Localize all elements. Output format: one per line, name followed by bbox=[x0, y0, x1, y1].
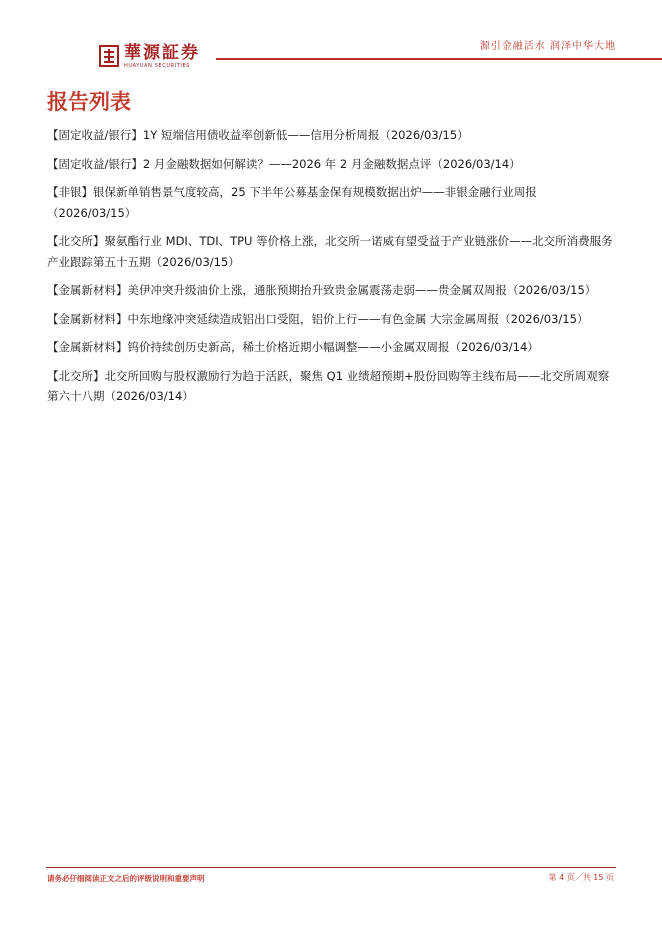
report-item: 【北交所】聚氨酯行业 MDI、TDI、TPU 等价格上涨，北交所一诺威有望受益于产业链涨价——北交所消费服务产业跟踪第五十五期（2026/03/15） bbox=[47, 234, 613, 269]
page-number: 第 4 页／共 15 页 bbox=[548, 873, 614, 882]
report-item: 【北交所】北交所回购与股权激励行为趋于活跃，聚焦 Q1 业绩超预期+股份回购等主线布局——北交所周观察第六十八期（2026/03/14） bbox=[47, 368, 610, 403]
report-item: 【金属新材料】美伊冲突升级油价上涨，通胀预期抬升致贵金属震荡走弱——贵金属双周报（2026/03/15） bbox=[47, 283, 597, 297]
company-logo bbox=[99, 44, 213, 70]
header-slogan: 源引金融活水 润泽中华大地 bbox=[479, 41, 616, 52]
logo-seal-icon bbox=[99, 45, 119, 67]
page-title: 报告列表 bbox=[47, 90, 131, 114]
footer-divider bbox=[46, 867, 616, 868]
logo-name: 華源証券 bbox=[124, 43, 200, 63]
report-item: 【金属新材料】钨价持续创历史新高，稀土价格近期小幅调整——小金属双周报（2026/03/14） bbox=[47, 340, 539, 354]
report-item: 【金属新材料】中东地缘冲突延续造成铝出口受阻，铝价上行——有色金属 大宗金属周报（2026/03/15） bbox=[47, 311, 589, 326]
report-item: 【固定收益/银行】1Y 短端信用债收益率创新低——信用分析周报（2026/03/15） bbox=[47, 128, 469, 142]
logo-english-name: HUAYUAN SECURITIES bbox=[124, 63, 191, 69]
header-divider bbox=[216, 58, 662, 60]
report-item: 【非银】银保新单销售景气度较高，25 下半年公募基金保有规模数据出炉——非银金融行业周报（2026/03/15） bbox=[47, 185, 537, 220]
footer-disclaimer: 请务必仔细阅读正文之后的评级说明和重要声明 bbox=[47, 874, 205, 883]
report-list bbox=[47, 125, 613, 415]
report-item: 【固定收益/银行】2 月金融数据如何解读？——2026 年 2 月金融数据点评（2026/03/14） bbox=[47, 156, 521, 171]
